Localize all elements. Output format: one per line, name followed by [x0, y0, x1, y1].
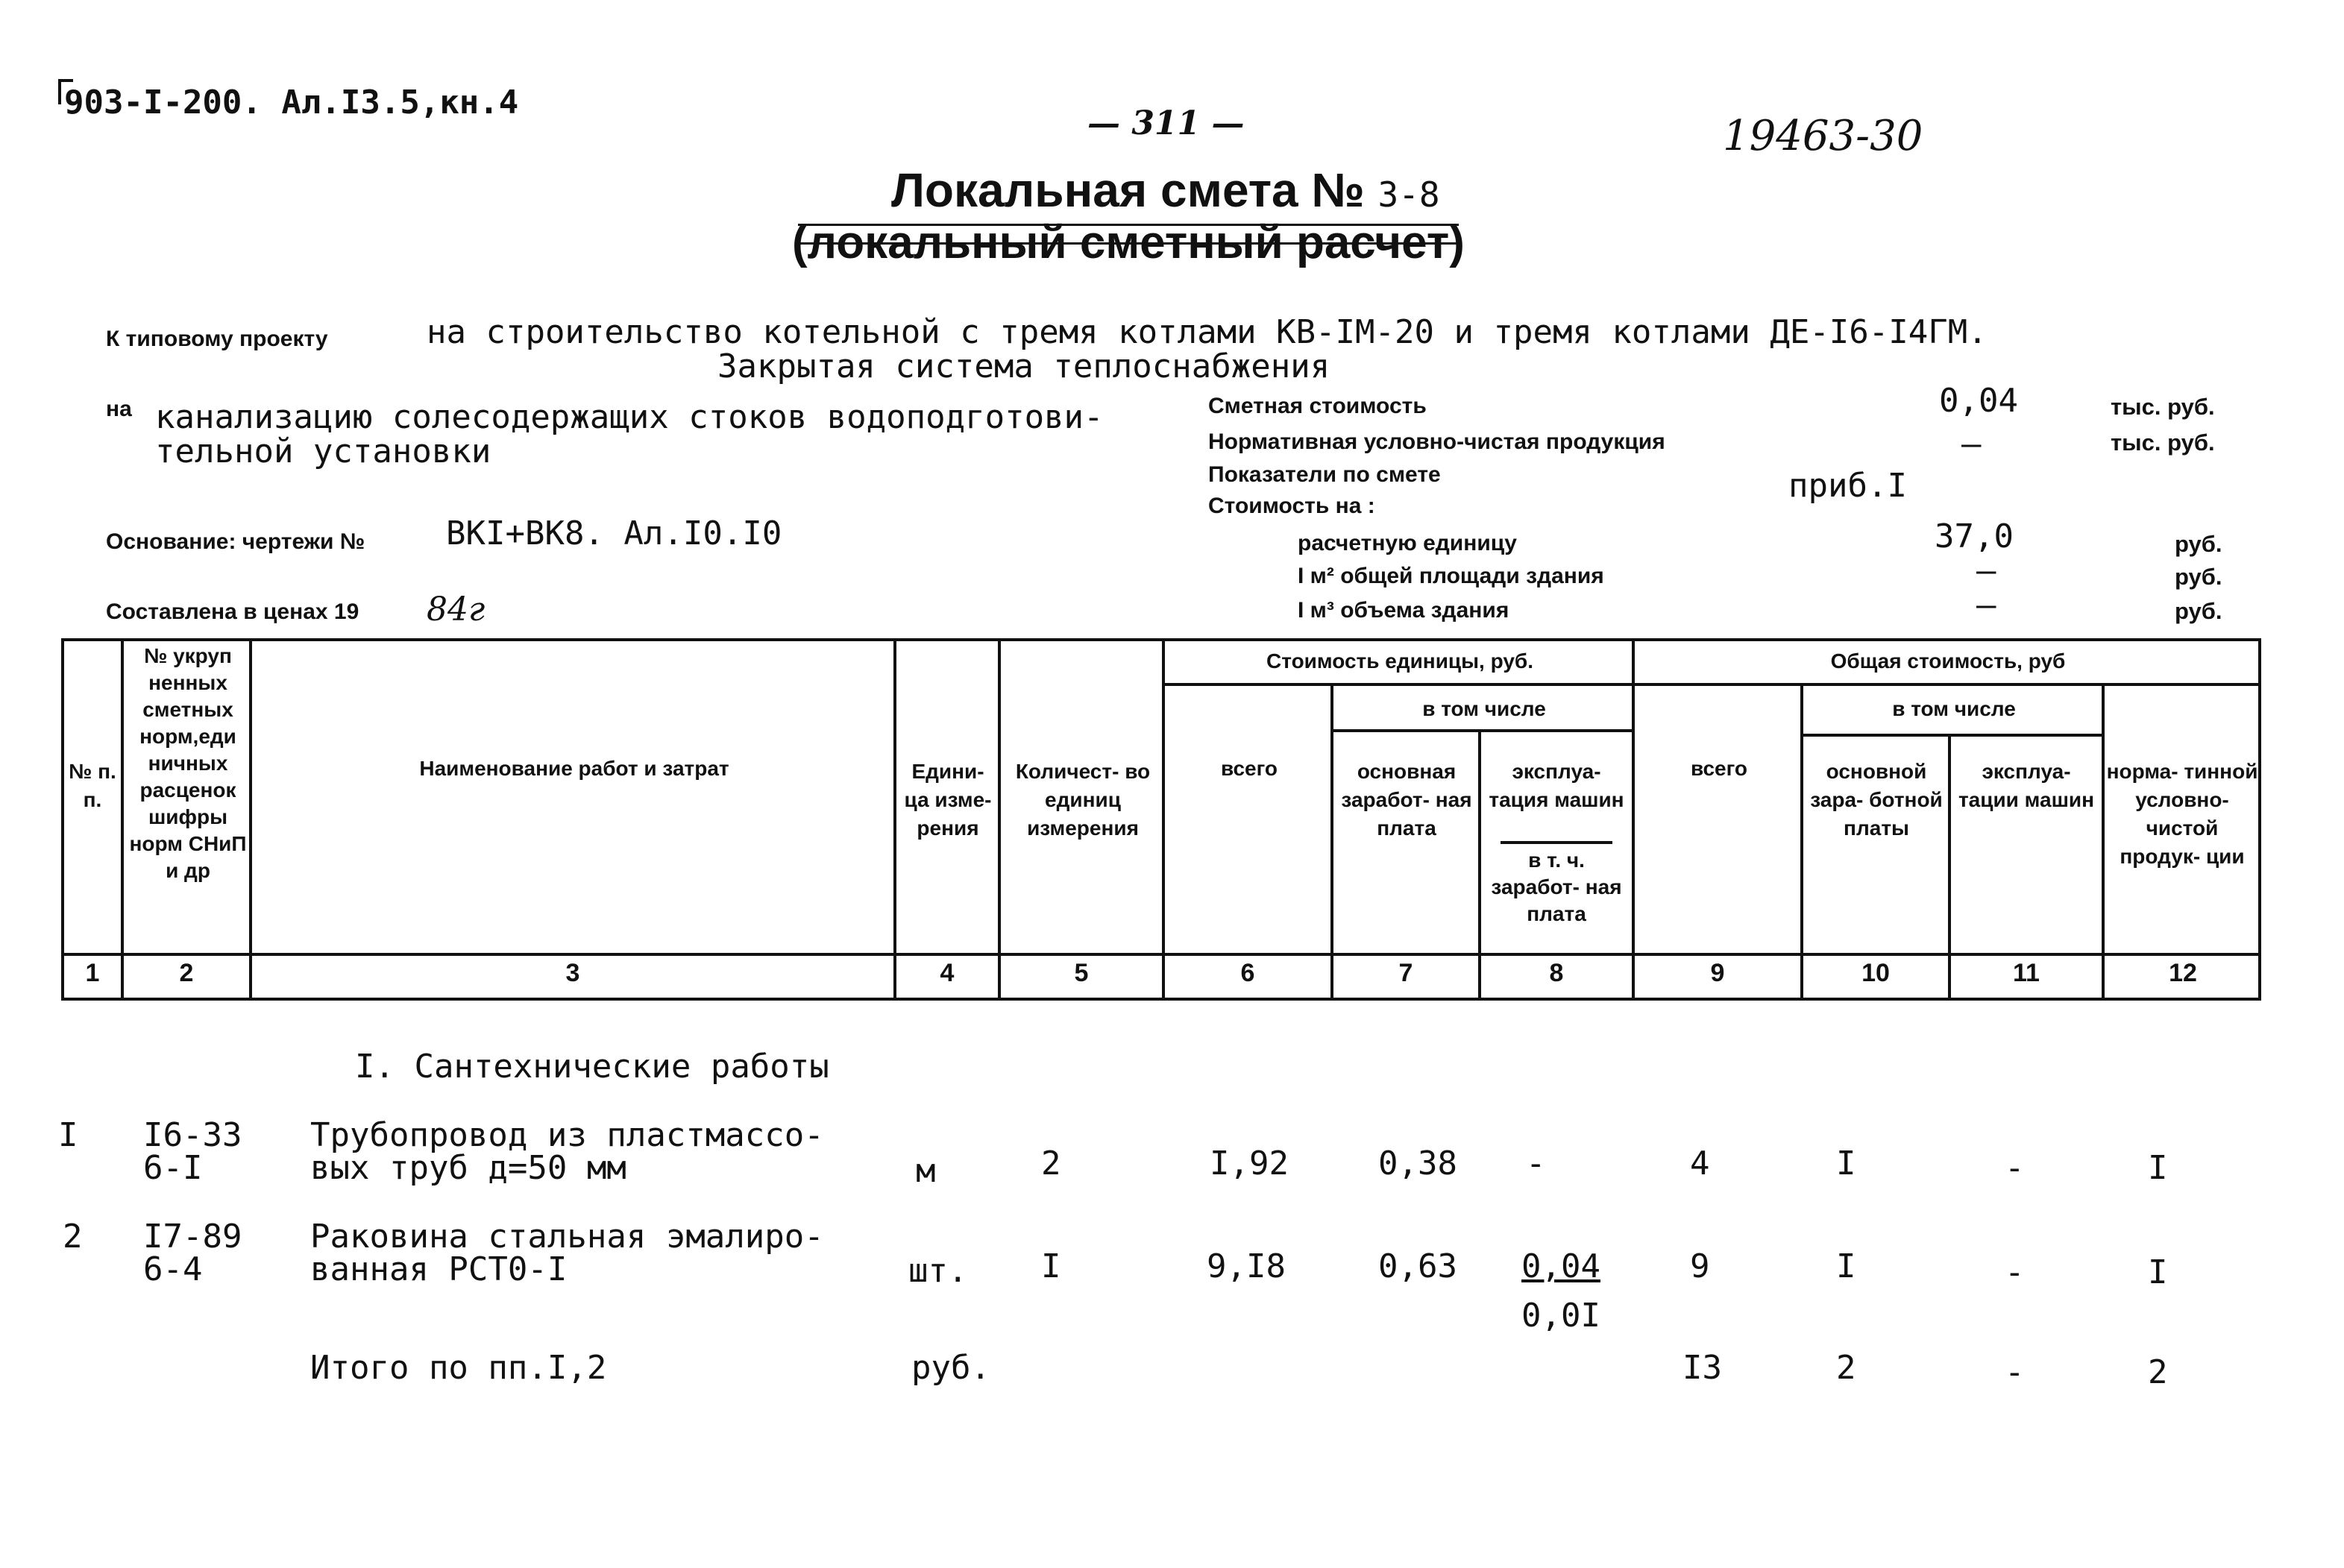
- header-qty: Количест- во единиц измерения: [1015, 760, 1151, 840]
- header-unit-mach-wage: в т. ч. заработ- ная плата: [1491, 848, 1622, 925]
- area-value: –: [1976, 552, 1996, 590]
- col-number: 1: [85, 959, 100, 987]
- header-unit-mach: эксплуа- тация машин: [1489, 760, 1624, 811]
- row2-unit-total: 9,I8: [1207, 1247, 1286, 1285]
- row2-unit-wage: 0,63: [1378, 1247, 1457, 1285]
- row2-no: 2: [63, 1218, 83, 1256]
- row1-unit-wage: 0,38: [1378, 1144, 1457, 1183]
- corner-mark: [58, 79, 73, 104]
- normative-label: Нормативная условно-чистая продукция: [1208, 429, 1665, 454]
- row2-total: 9: [1690, 1247, 1710, 1285]
- on-label: на: [106, 397, 132, 421]
- header-unit-cost: Стоимость единицы, руб.: [1266, 649, 1533, 673]
- subtotal-label: Итого по пп.I,2: [310, 1349, 607, 1387]
- calc-unit-value: 37,0: [1935, 517, 2014, 555]
- subtotal-total-wage: 2: [1836, 1349, 1856, 1387]
- basis-label: Основание: чертежи №: [106, 529, 365, 554]
- header-total-mach: эксплуа- тации машин: [1958, 760, 2095, 811]
- struck-subtitle: (локальный сметный расчет): [792, 217, 1465, 268]
- volume-unit: руб.: [2175, 598, 2222, 624]
- row2-unit-mach-wage: 0,0I: [1521, 1297, 1600, 1335]
- row2-total-norm: I: [2148, 1253, 2168, 1291]
- row1-unit-mach: -: [1526, 1144, 1546, 1183]
- row1-unit: м: [916, 1152, 936, 1190]
- col-number: 9: [1710, 959, 1725, 987]
- project-value-line2: Закрытая система теплоснабжения: [717, 347, 1330, 385]
- row1-total-wage: I: [1836, 1144, 1856, 1183]
- header-total: всего: [1690, 757, 1748, 780]
- col-unit-total: [1162, 683, 1333, 956]
- on-value-line1: канализацию солесодержащих стоков водоподготови-: [155, 398, 1104, 436]
- row1-total: 4: [1690, 1144, 1710, 1183]
- prices-label: Составлена в ценах 19: [106, 599, 359, 624]
- header-total-wage: основной зара- ботной платы: [1810, 760, 1943, 840]
- row2-name-line1: Раковина стальная эмалиро-: [310, 1218, 824, 1256]
- row2-code-line1: I7-89: [143, 1218, 242, 1256]
- subtotal-total: I3: [1682, 1349, 1722, 1387]
- area-unit: руб.: [2175, 564, 2222, 590]
- row1-qty: 2: [1041, 1144, 1061, 1183]
- col-number: 2: [179, 959, 194, 987]
- handwritten-stamp: 19463-30: [1723, 112, 1923, 160]
- indicators-value: приб.I: [1788, 467, 1907, 505]
- estimated-cost-value: 0,04: [1939, 382, 2018, 420]
- col-total: [1632, 683, 1803, 956]
- header-total-incl: в том числе: [1892, 697, 2016, 720]
- subtotal-unit: руб.: [911, 1349, 990, 1387]
- on-value-line2: тельной установки: [155, 432, 491, 470]
- mach-divider: [1501, 841, 1612, 844]
- row1-name-line1: Трубопровод из пластмассо-: [310, 1116, 824, 1154]
- header-unit: Едини- ца изме- рения: [904, 760, 992, 840]
- subtotal-total-norm: 2: [2148, 1353, 2168, 1391]
- row2-qty: I: [1041, 1247, 1061, 1285]
- estimate-number: 3-8: [1377, 174, 1440, 215]
- header-unit-incl: в том числе: [1422, 697, 1546, 720]
- header-code: № укруп ненных сметных норм,еди ничных расценок шифры норм СНиП и др: [129, 644, 247, 882]
- document-reference: 903-I-200. Ал.I3.5,кн.4: [64, 84, 518, 122]
- section-title: I. Сантехнические работы: [355, 1048, 829, 1086]
- basis-value: ВКI+ВК8. Ал.I0.I0: [446, 514, 782, 552]
- calc-unit-unit: руб.: [2175, 531, 2222, 557]
- row1-total-norm: I: [2148, 1149, 2168, 1187]
- header-unit-total: всего: [1220, 757, 1278, 780]
- area-label: I м² общей площади здания: [1298, 564, 1604, 588]
- row1-code-line2: 6-I: [143, 1149, 203, 1187]
- header-no: № п. п.: [69, 760, 116, 811]
- col-number: 5: [1074, 959, 1089, 987]
- project-value-line1: на строительство котельной с тремя котлами КВ-IМ-20 и тремя котлами ДЕ-I6-I4ГМ.: [427, 313, 1988, 351]
- row1-no: I: [58, 1116, 78, 1154]
- col-number: 8: [1549, 959, 1564, 987]
- prices-year: 84г: [427, 591, 486, 629]
- normative-value: –: [1961, 425, 1982, 463]
- cost-per-label: Стоимость на :: [1208, 494, 1375, 518]
- row1-code-line1: I6-33: [143, 1116, 242, 1154]
- row1-total-mach: -: [2005, 1149, 2025, 1187]
- row2-total-wage: I: [1836, 1247, 1856, 1285]
- col-number: 4: [940, 959, 955, 987]
- header-unit-wage: основная заработ- ная плата: [1341, 760, 1472, 840]
- row2-code-line2: 6-4: [143, 1250, 203, 1288]
- row1-unit-total: I,92: [1210, 1144, 1289, 1183]
- calc-unit-label: расчетную единицу: [1298, 531, 1517, 555]
- estimated-cost-label: Сметная стоимость: [1208, 394, 1427, 418]
- row2-name-line2: ванная РСТ0-I: [310, 1250, 568, 1288]
- col-number: 12: [2169, 959, 2197, 987]
- col-number: 6: [1240, 959, 1255, 987]
- row2-unit: шт.: [908, 1252, 968, 1290]
- estimated-cost-unit: тыс. руб.: [2111, 394, 2215, 420]
- indicators-label: Показатели по смете: [1208, 462, 1441, 487]
- document-title: Локальная смета № 3-8: [891, 163, 1440, 217]
- col-number: 10: [1861, 959, 1890, 987]
- col-number: 11: [2013, 959, 2040, 987]
- project-label: К типовому проекту: [106, 327, 328, 351]
- header-total-cost: Общая стоимость, руб: [1830, 649, 2066, 673]
- row2-unit-mach: 0,04: [1521, 1247, 1600, 1285]
- volume-value: –: [1976, 586, 1996, 624]
- subtotal-total-mach: -: [2005, 1353, 2025, 1391]
- row2-total-mach: -: [2005, 1253, 2025, 1291]
- volume-label: I м³ объема здания: [1298, 598, 1509, 623]
- col-name: [249, 638, 896, 956]
- col-number: 3: [565, 959, 580, 987]
- strikethrough-overlay: [798, 224, 1459, 245]
- col-number: 7: [1398, 959, 1413, 987]
- header-normative: норма- тинной условно- чистой продук- ции: [2106, 760, 2258, 868]
- header-name: Наименование работ и затрат: [419, 757, 729, 780]
- normative-unit: тыс. руб.: [2111, 429, 2215, 456]
- page-number: — 311 —: [1087, 104, 1245, 142]
- row1-name-line2: вых труб д=50 мм: [310, 1149, 626, 1187]
